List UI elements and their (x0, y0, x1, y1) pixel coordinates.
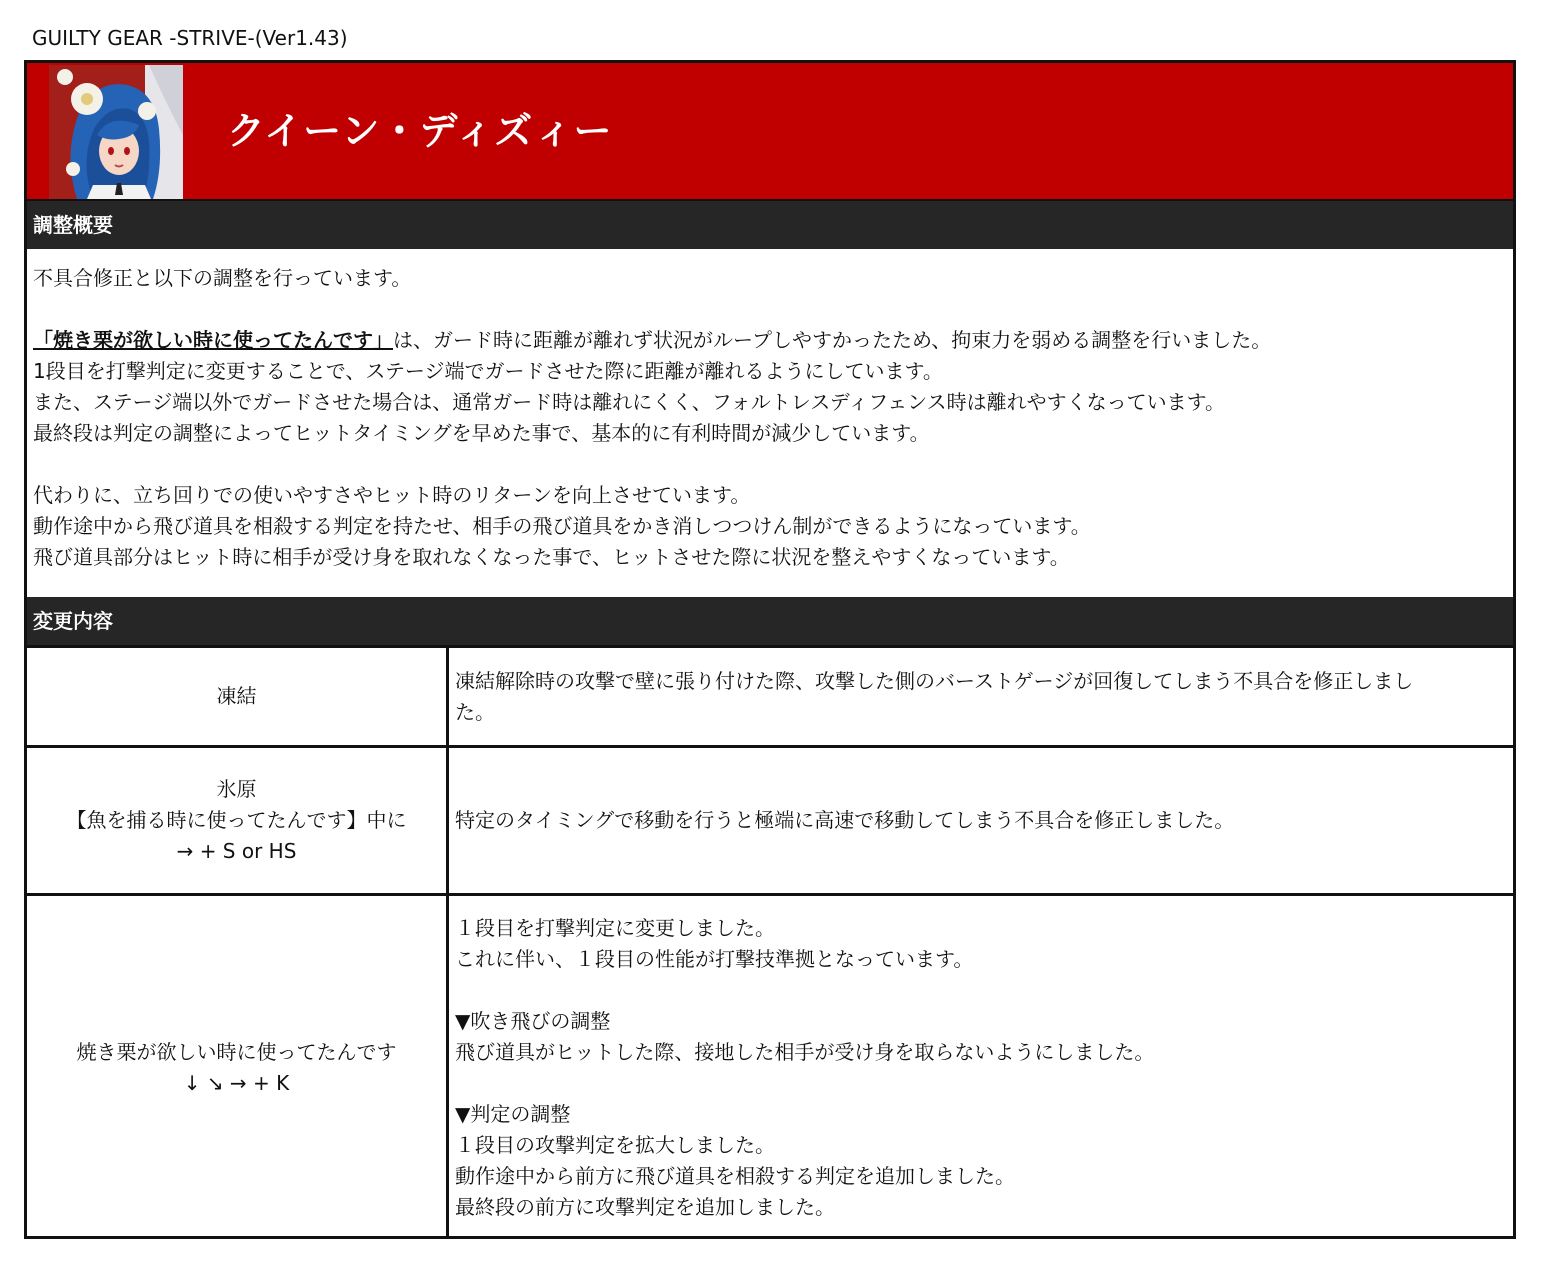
character-banner (27, 63, 1513, 201)
change-line: た。 (455, 699, 495, 724)
change-line: 飛び道具がヒットした際、接地した相手が受け身を取らないようにしました。 (455, 1039, 1155, 1064)
move-command: → + S or HS (176, 839, 297, 863)
change-description-cell (449, 648, 1513, 745)
game-title: GUILTY GEAR -STRIVE-(Ver1.43) (32, 26, 348, 50)
character-name: クイーン・ディズィー (227, 109, 613, 153)
change-line: これに伴い、１段目の性能が打撃技準拠となっています。 (455, 946, 974, 971)
summary-body (33, 263, 1503, 573)
summary-line-2: 1段目を打撃判定に変更することで、ステージ端でガードさせた際に距離が離れるようにしています。 (33, 359, 943, 383)
summary-line-6: 動作途中から飛び道具を相殺する判定を持たせ、相手の飛び道具をかき消しつつけん制ができるようになっています。 (33, 514, 1091, 538)
patch-notes-sheet (24, 60, 1516, 1239)
table-row (27, 645, 1513, 745)
move-name: 焼き栗が欲しい時に使ってたんです (76, 1039, 397, 1064)
change-subheading: ▼判定の調整 (455, 1101, 571, 1126)
move-highlight: 「焼き栗が欲しい時に使ってたんです」 (33, 328, 393, 352)
table-row (27, 893, 1513, 1239)
character-portrait-icon (49, 65, 183, 199)
table-row (27, 745, 1513, 893)
summary-line-1-rest: は、ガード時に距離が離れず状況がループしやすかったため、拘束力を弱める調整を行いました。 (393, 328, 1272, 352)
change-line: １段目を打撃判定に変更しました。 (455, 915, 775, 940)
summary-header: 調整概要 (27, 201, 1513, 249)
summary-line-7: 飛び道具部分はヒット時に相手が受け身を取れなくなった事で、ヒットさせた際に状況を整えやすくなっています。 (33, 545, 1070, 569)
spacer (455, 975, 1485, 1006)
move-name: 氷原 (216, 777, 257, 801)
spacer (33, 294, 1503, 325)
change-subheading: ▼吹き飛びの調整 (455, 1008, 611, 1033)
summary-line-5: 代わりに、立ち回りでの使いやすさやヒット時のリターンを向上させています。 (33, 483, 751, 507)
summary-line-3: また、ステージ端以外でガードさせた場合は、通常ガード時は離れにくく、フォルトレスディフェンス時は離れやすくなっています。 (33, 390, 1225, 414)
change-line: 特定のタイミングで移動を行うと極端に高速で移動してしまう不具合を修正しました。 (455, 808, 1235, 832)
change-line: 最終段の前方に攻撃判定を追加しました。 (455, 1194, 835, 1219)
spacer (33, 449, 1503, 480)
changes-table (27, 645, 1513, 1239)
change-line: １段目の攻撃判定を拡大しました。 (455, 1132, 775, 1157)
move-command: ↓ ↘ → + K (183, 1070, 290, 1095)
changes-header: 変更内容 (27, 597, 1513, 645)
summary-line-4: 最終段は判定の調整によってヒットタイミングを早めた事で、基本的に有利時間が減少しています。 (33, 421, 930, 445)
move-name: 凍結 (216, 684, 257, 708)
move-name-cell (27, 648, 449, 745)
move-name-cell (27, 748, 449, 893)
change-description-cell (449, 748, 1513, 893)
move-name-cell (27, 896, 449, 1239)
summary-line-1 (33, 325, 1503, 356)
character-portrait (49, 65, 183, 199)
change-line: 凍結解除時の攻撃で壁に張り付けた際、攻撃した側のバーストゲージが回復してしまう不具合を修正しまし (455, 668, 1414, 693)
spacer (455, 1068, 1485, 1099)
summary-intro: 不具合修正と以下の調整を行っています。 (33, 266, 412, 290)
move-condition: 【魚を捕る時に使ってたんです】中に (66, 808, 407, 832)
change-description-cell (449, 896, 1513, 1239)
change-line: 動作途中から前方に飛び道具を相殺する判定を追加しました。 (455, 1163, 1015, 1188)
